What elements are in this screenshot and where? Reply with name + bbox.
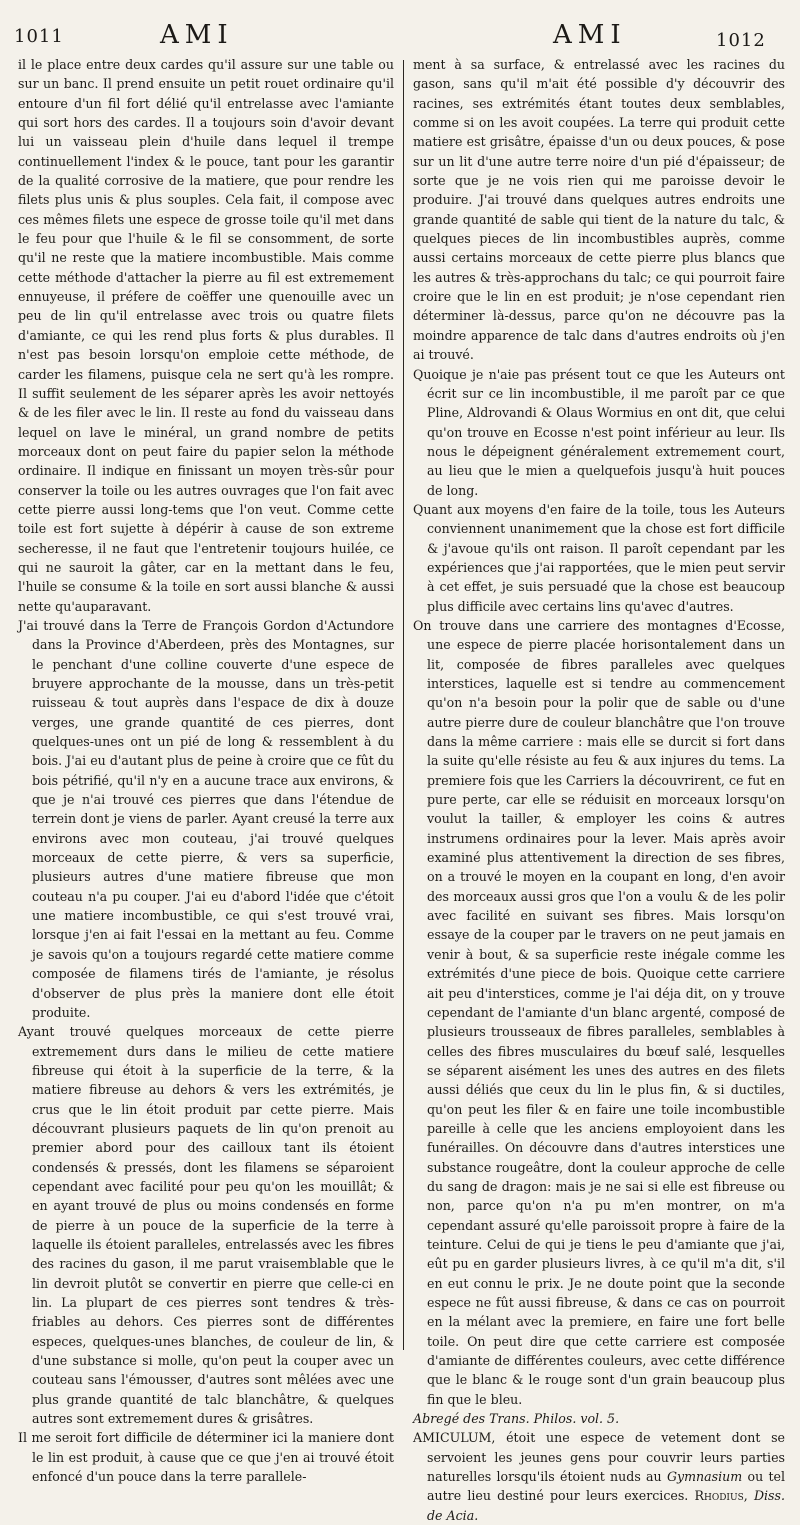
paragraph: Quant aux moyens d'en faire de la toile, tous les Auteurs conviennent unanimement que la chose est fort difficile & j'avoue qu'ils ont raison. Il paroît cependant par les expériences que j'ai rapportées, que le mien peut servir à cet effet, je suis persuadé que la chose est beaucoup plus difficile avec certains lins qu'avec d'autres.	[413, 501, 785, 614]
column-divider	[403, 60, 404, 1350]
entry-italic-term: Gymnasium	[666, 1469, 743, 1485]
amiculum-entry	[413, 1428, 785, 1525]
source-citation: Abregé des Trans. Philos. vol. 5.	[413, 1411, 620, 1427]
paragraph: J'ai trouvé dans la Terre de François Gordon d'Actundore dans la Province d'Aberdeen, près des Montagnes, sur le penchant d'une colline couverte d'une espece de bruyere approchante de la mousse, dans un très-petit ruisseau & tout auprès dans l'espace de dix à douze verges, une grande quantité de ces pierres, dont quelques-unes ont un pié de long & ressemblent à du bois. J'ai eu d'autant plus de peine à croire que ce fût du bois pétrifié, qu'il n'y en a aucune trace aux environs, & que je n'ai trouvé ces pierres que dans l'étendue de terrein dont je viens de parler. Ayant creusé la terre aux environs avec mon couteau, j'ai trouvé quelques morceaux de cette pierre, & vers sa superficie, plusieurs autres d'une matiere fibreuse que mon couteau n'a pu couper. J'ai eu d'abord l'idée que c'étoit une matiere incombustible, ce qui s'est trouvé vrai, lorsque j'en ai fait l'essai en la mettant au feu. Comme je savois qu'on a toujours regardé cette matiere comme composée de filamens tirés de l'amiante, je résolus d'observer de plus près la maniere dont elle étoit produite.	[18, 617, 394, 1020]
paragraph: On trouve dans une carriere des montagnes d'Ecosse, une espece de pierre placée horisontalement dans un lit, composée de fibres paralleles avec quelques interstices, laquelle est si tendre au commencement qu'on n'a besoin pour la polir que de sable ou d'une autre pierre dure de couleur blanchâtre que l'on trouve dans la même carriere : mais elle se durcit si fort dans la suite qu'elle résiste au feu & aux injures du tems. La premiere fois que les Carriers la découvrirent, ce fut en pure perte, car elle se réduisit en morceaux lorsqu'on voulut la tailler, & employer les coins & autres instrumens ordinaires pour la lever. Mais après avoir examiné plus attentivement la direction de ses fibres, on a trouvé le moyen en la coupant en long, d'en avoir des morceaux aussi gros que l'on a voulu & de les polir avec facilité en suivant ses fibres. Mais lorsqu'on essaye de la couper par le travers on ne peut jamais en venir à bout, & sa superficie reste inégale comme les extrémités d'une piece de bois. Quoique cette carriere ait peu d'interstices, comme je l'ai déja dit, on y trouve cependant de l'amiante d'un blanc argenté, composé de plusieurs trousseaux de fibres paralleles, semblables à celles des fibres musculaires du bœuf salé, lesquelles se séparent aisément les unes des autres en des filets aussi déliés que ceux du lin le plus fin, & si ductiles, qu'on peut les filer & en faire une toile incombustible pareille à celle que les anciens employoient dans les funérailles. On découvre dans d'autres interstices une substance rougeâtre, dont la couleur approche de celle du sang de dragon: mais je ne sai si elle est fibreuse ou non, parce qu'on n'a pu m'en montrer, on m'a cependant assuré qu'elle paroissoit propre à faire de la teinture. Celui de qui je tiens le peu d'amiante que j'ai, eût pu en garder plusieurs livres, à ce qu'il m'a dit, s'il en eut connu le prix. Je ne doute point que la seconde espece ne fût aussi fibreuse, & dans ce cas on pourroit en la mélant avec la premiere, en faire une fort belle toile. On peut dire que cette carriere est composée d'amiante de différentes couleurs, avec cette différence que le blanc & le rouge sont d'un grain beaucoup plus fin que le bleu.	[413, 617, 785, 1407]
right-running-head: AMI	[553, 20, 627, 50]
page-header	[0, 18, 800, 54]
right-page-number: 1012	[716, 30, 766, 51]
entry-text: ,	[743, 1488, 754, 1504]
entry-author: Rhodius	[694, 1488, 744, 1504]
entry-headword: AMICULUM	[413, 1430, 492, 1446]
entry-reference: Diss. de Acia.	[427, 1488, 785, 1523]
entry-text: ou tel autre lieu destiné pour leurs exercices.	[427, 1469, 785, 1504]
paragraph: Quoique je n'aie pas présent tout ce que les Auteurs ont écrit sur ce lin incombustible, il me paroît par ce que Pline, Aldrovandi & Olaus Wormius en ont dit, que celui qu'on trouve en Ecosse n'est point inférieur au leur. Ils nous le dépeignent généralement extremement court, au lieu que le mien a quelquefois jusqu'à huit pouces de long.	[413, 366, 785, 498]
left-running-head: AMI	[160, 20, 234, 50]
paragraph: Ayant trouvé quelques morceaux de cette pierre extremement durs dans le milieu de cette matiere fibreuse qui étoit à la superficie de la terre, & la matiere fibreuse au dehors & vers les extrémités, je crus que le lin étoit produit par cette pierre. Mais découvrant plusieurs paquets de lin qu'on prenoit au premier abord pour des cailloux tant ils étoient condensés & pressés, dont les filamens se séparoient cependant avec facilité pour peu qu'on les mouillât; & en ayant trouvé de plus ou moins condensés en forme de pierre à un pouce de la superficie de la terre à laquelle ils étoient paralleles, entrelassés avec les fibres des racines du gason, il me parut vraisemblable que le lin devroit plutôt se convertir en pierre que celle-ci en lin. La plupart de ces pierres sont tendres & très-friables au dehors. Ces pierres sont de différentes especes, quelques-unes blanches, de couleur de lin, & d'une substance si molle, qu'on peut la couper avec un couteau sans l'émousser, d'autres sont mêlées avec une plus grande quantité de talc blanchâtre, & quelques autres sont extremement dures & grisâtres.	[18, 1024, 394, 1427]
paragraph: Il me seroit fort difficile de déterminer ici la maniere dont le lin est produit, à cause que ce que j'en ai trouvé étoit enfoncé d'un pouce dans la terre parallele-	[18, 1430, 394, 1485]
right-column	[413, 55, 785, 1525]
paragraph: ment à sa surface, & entrelassé avec les racines du gason, sans qu'il m'ait été possible d'y découvrir des racines, ses extrémités étant toutes deux semblables, comme si on les avoit coupées. La terre qui produit cette matiere est grisâtre, épaisse d'un ou deux pouces, & pose sur un lit d'une autre terre noire d'un pié d'épaisseur; de sorte que je ne vois rien qui me paroisse devoir le produire. J'ai trouvé dans quelques autres endroits une grande quantité de sable qui tient de la nature du talc, & quelques pieces de lin incombustibles auprès, comme aussi certains morceaux de cette pierre plus blancs que les autres & très-approchans du talc; ce qui pourroit faire croire que le lin en est produit; je n'ose cependant rien déterminer là-dessus, parce qu'on ne découvre pas la moindre apparence de talc dans d'autres endroits où j'en ai trouvé.	[413, 57, 785, 363]
left-column	[18, 55, 394, 1486]
paragraph: il le place entre deux cardes qu'il assure sur une table ou sur un banc. Il prend ensuite un petit rouet ordinaire qu'il entoure d'un fil fort délié qu'il entrelasse avec l'amiante qui sort hors des cardes. Il a toujours soin d'avoir devant lui un vaisseau plein d'huile dans lequel il trempe continuellement l'index & le pouce, tant pour les garantir de la qualité corrosive de la matiere, que pour rendre les filets plus unis & plus souples. Cela fait, il compose avec ces mêmes filets une espece de grosse toile qu'il met dans le feu pour que l'huile & le fil se consomment, de sorte qu'il ne reste que la matiere incombustible. Mais comme cette méthode d'attacher la pierre au fil est extremement ennuyeuse, il préfere de coëffer une quenouille avec un peu de lin qu'il entrelasse avec trois ou quatre filets d'amiante, ce qui les rend plus forts & plus durables. Il n'est pas besoin lorsqu'on emploie cette méthode, de carder les filamens, puisque cela ne sert qu'à les rompre. Il suffit seulement de les séparer après les avoir nettoyés & de les filer avec le lin. Il reste au fond du vaisseau dans lequel on lave le minéral, un grand nombre de petits morceaux dont on peut faire du papier selon la méthode ordinaire. Il indique en finissant un moyen très-sûr pour conserver la toile ou les autres ouvrages que l'on fait avec cette pierre aussi long-tems que l'on veut. Comme cette toile est fort sujette à dépérir à cause de son extreme secheresse, il ne faut que l'entretenir toujours huilée, ce qui ne sauroit la gâter, car en la mettant dans le feu, l'huile se consume & la toile en sort aussi blanche & aussi nette qu'auparavant.	[18, 57, 394, 614]
left-page-number: 1011	[14, 26, 64, 47]
entry-text: , étoit une espece de vetement dont se servoient les jeunes gens pour couvrir leurs parties naturelles lorsqu'ils étoient nuds au	[427, 1430, 785, 1485]
